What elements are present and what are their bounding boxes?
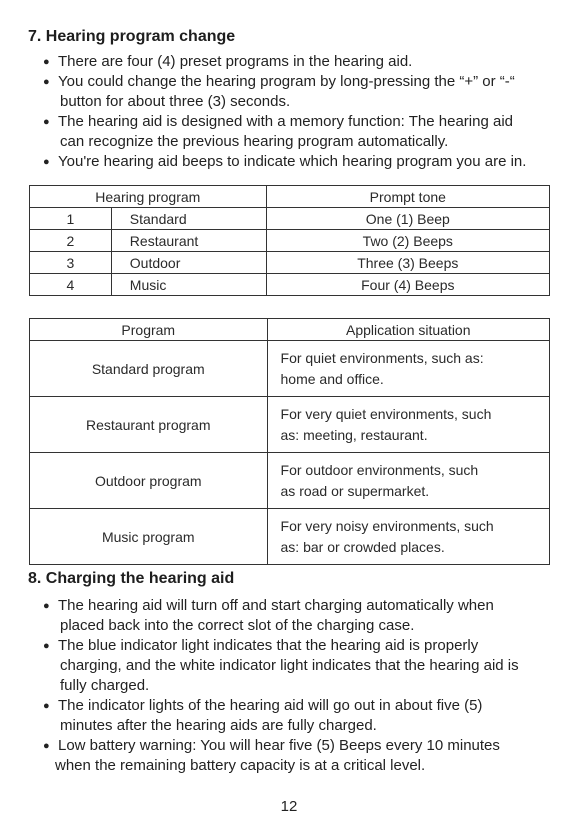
bullet-dot-icon: ● [43, 600, 50, 612]
program-name: Standard [111, 208, 266, 230]
bullet-line: There are four (4) preset programs in the hearing aid. [58, 53, 413, 70]
bullet-dot-icon: ● [43, 116, 50, 128]
situation-line: as: meeting, restaurant. [280, 426, 428, 443]
bullet-dot-icon: ● [43, 640, 50, 652]
bullet-line: You're hearing aid beeps to indicate which hearing program you are in. [58, 153, 527, 170]
bullet-line: when the remaining battery capacity is at a critical level. [55, 757, 426, 774]
bullet-item [0, 736, 578, 776]
bullet-line: The hearing aid is designed with a memory function: The hearing aid [58, 113, 513, 130]
program-name: Restaurant program [30, 397, 268, 453]
application-situation [267, 341, 549, 397]
bullet-line: placed back into the correct slot of the charging case. [60, 617, 415, 634]
bullet-line: can recognize the previous hearing program automatically. [60, 133, 449, 150]
prompt-tone: Two (2) Beeps [266, 230, 549, 252]
program-name: Standard program [30, 341, 268, 397]
situation-line: For very noisy environments, such [280, 517, 494, 534]
bullet-line: You could change the hearing program by long-pressing the “+” or “-“ [58, 73, 515, 90]
table-header-row [30, 186, 550, 208]
program-number: 3 [30, 252, 112, 274]
column-header: Application situation [267, 319, 549, 341]
prompt-tone: One (1) Beep [266, 208, 549, 230]
application-situation [267, 509, 549, 565]
bullet-line: The hearing aid will turn off and start charging automatically when [58, 597, 494, 614]
situation-line: For very quiet environments, such [280, 405, 492, 422]
bullet-dot-icon: ● [43, 156, 50, 168]
program-number: 4 [30, 274, 112, 296]
table-header-row [30, 319, 550, 341]
bullet-dot-icon: ● [43, 740, 50, 752]
table-row [30, 230, 550, 252]
application-situation [267, 453, 549, 509]
situation-line: For quiet environments, such as: [280, 349, 484, 366]
program-name: Music [111, 274, 266, 296]
page-number: 12 [280, 798, 298, 815]
bullet-item [0, 152, 578, 172]
program-number: 1 [30, 208, 112, 230]
bullet-dot-icon: ● [43, 56, 50, 68]
bullet-dot-icon: ● [43, 76, 50, 88]
bullet-item [0, 112, 578, 152]
situation-line: For outdoor environments, such [280, 461, 479, 478]
bullet-item [0, 636, 578, 696]
application-situation-table [29, 318, 550, 565]
table-row [30, 341, 550, 397]
application-situation [267, 397, 549, 453]
bullet-line: fully charged. [60, 677, 150, 694]
bullet-item [0, 72, 578, 112]
bullet-dot-icon: ● [43, 700, 50, 712]
column-header: Hearing program [30, 186, 267, 208]
prompt-tone: Three (3) Beeps [266, 252, 549, 274]
prompt-tone-table [29, 185, 550, 296]
section-7-title: 7. Hearing program change [28, 28, 236, 45]
program-name: Outdoor program [30, 453, 268, 509]
bullet-line: charging, and the white indicator light indicates that the hearing aid is [60, 657, 519, 674]
situation-line: as road or supermarket. [280, 482, 430, 499]
column-header: Program [30, 319, 268, 341]
program-number: 2 [30, 230, 112, 252]
bullet-line: minutes after the hearing aids are fully charged. [60, 717, 377, 734]
bullet-item [0, 52, 578, 72]
column-header: Prompt tone [266, 186, 549, 208]
bullet-item [0, 596, 578, 636]
prompt-tone: Four (4) Beeps [266, 274, 549, 296]
section-8-bullets [0, 596, 578, 776]
table-row [30, 397, 550, 453]
section-8-title: 8. Charging the hearing aid [28, 570, 235, 587]
table-row [30, 252, 550, 274]
bullet-line: Low battery warning: You will hear five (5) Beeps every 10 minutes [58, 737, 500, 754]
table-row [30, 453, 550, 509]
program-name: Music program [30, 509, 268, 565]
bullet-line: The blue indicator light indicates that the hearing aid is properly [58, 637, 479, 654]
bullet-line: button for about three (3) seconds. [60, 93, 291, 110]
program-name: Restaurant [111, 230, 266, 252]
bullet-item [0, 696, 578, 736]
bullet-line: The indicator lights of the hearing aid will go out in about five (5) [58, 697, 483, 714]
situation-line: home and office. [280, 370, 384, 387]
table-row [30, 208, 550, 230]
section-7-bullets [0, 52, 578, 172]
situation-line: as: bar or crowded places. [280, 538, 445, 555]
table-row [30, 274, 550, 296]
table-row [30, 509, 550, 565]
program-name: Outdoor [111, 252, 266, 274]
